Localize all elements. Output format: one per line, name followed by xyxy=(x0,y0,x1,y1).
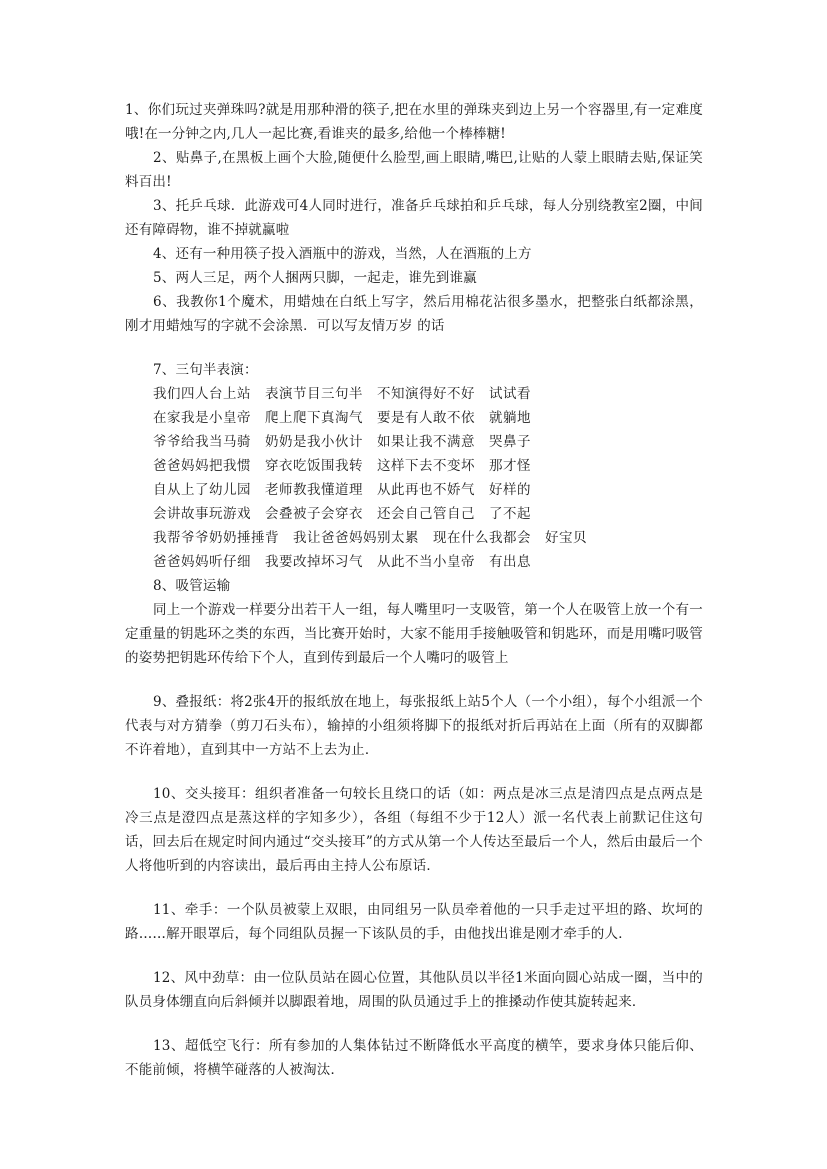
paragraph-8: 同上一个游戏一样要分出若干人一组，每人嘴里叼一支吸管，第一个人在吸管上放一个有一定重量的钥匙环之类的东西，当比赛开始时，大家不能用手接触吸管和钥匙环，而是用嘴叼吸管的姿势把钥匙环传给下个人，直到传到最后一个人嘴叼的吸管上 xyxy=(125,602,703,666)
paragraph-4: 4、还有一种用筷子投入酒瓶中的游戏，当然，人在酒瓶的上方 xyxy=(153,246,532,262)
document-body xyxy=(125,98,703,1082)
paragraph-5: 5、两人三足，两个人捆两只脚，一起走，谁先到谁赢 xyxy=(153,270,477,286)
verse-line: 会讲故事玩游戏 会叠被子会穿衣 还会自己管自己 了不起 xyxy=(153,506,531,522)
verse-line: 爷爷给我当马骑 奶奶是我小伙计 如果让我不满意 哭鼻子 xyxy=(153,434,531,450)
paragraph-1: 1、你们玩过夹弹珠吗?就是用那种滑的筷子,把在水里的弹珠夹到边上另一个容器里,有一定难度哦!在一分钟之内,几人一起比赛,看谁夹的最多,给他一个棒棒糖! xyxy=(125,102,703,142)
spacer xyxy=(125,670,703,690)
verse-line: 爸爸妈妈把我惯 穿衣吃饭围我转 这样下去不变坏 那才怪 xyxy=(153,458,531,474)
paragraph-9: 9、叠报纸：将2张4开的报纸放在地上，每张报纸上站5个人（一个小组），每个小组派一个代表与对方猜拳（剪刀石头布），输掉的小组须将脚下的报纸对折后再站在上面（所有的双脚都不许着地），直到其中一方站不上去为止． xyxy=(125,694,703,758)
spacer xyxy=(125,1014,703,1034)
section-8-title: 8、吸管运输 xyxy=(153,578,231,594)
verse-line: 自从上了幼儿园 老师教我懂道理 从此再也不娇气 好样的 xyxy=(153,482,531,498)
spacer xyxy=(125,762,703,782)
verse-line: 在家我是小皇帝 爬上爬下真淘气 要是有人敢不依 就躺地 xyxy=(153,410,531,426)
spacer xyxy=(125,946,703,966)
paragraph-6: 6、我教你1个魔术，用蜡烛在白纸上写字，然后用棉花沾很多墨水，把整张白纸都涂黑，刚才用蜡烛写的字就不会涂黑．可以写友情万岁 的话 xyxy=(125,294,703,334)
spacer xyxy=(125,878,703,898)
section-7-title: 7、三句半表演： xyxy=(153,362,258,378)
paragraph-11: 11、牵手：一个队员被蒙上双眼，由同组另一队员牵着他的一只手走过平坦的路、坎坷的路……解开眼罩后，每个同组队员握一下该队员的手，由他找出谁是刚才牵手的人． xyxy=(125,902,703,942)
paragraph-12: 12、风中劲草：由一位队员站在圆心位置，其他队员以半径1米面向圆心站成一圈，当中的队员身体绷直向后斜倾并以脚跟着地，周围的队员通过手上的推搡动作使其旋转起来． xyxy=(125,970,703,1010)
verse-line: 爸爸妈妈听仔细 我要改掉坏习气 从此不当小皇帝 有出息 xyxy=(153,554,531,570)
paragraph-13: 13、超低空飞行：所有参加的人集体钻过不断降低水平高度的横竿，要求身体只能后仰、不能前倾，将横竿碰落的人被淘汰． xyxy=(125,1038,703,1078)
verse-line: 我帮爷爷奶奶捶捶背 我让爸爸妈妈别太累 现在什么我都会 好宝贝 xyxy=(153,530,587,546)
paragraph-10: 10、交头接耳：组织者准备一句较长且绕口的话（如：两点是冰三点是清四点是点两点是冷三点是澄四点是蒸这样的字知多少），各组（每组不少于12人）派一名代表上前默记住这句话，回去后在规定时间内通过“交头接耳”的方式从第一个人传达至最后一个人，然后由最后一个人将他听到的内容读出，最后再由主持人公布原话． xyxy=(125,786,703,874)
paragraph-2: 2、贴鼻子,在黑板上画个大脸,随便什么脸型,画上眼睛,嘴巴,让贴的人蒙上眼睛去贴,保证笑料百出! xyxy=(125,150,703,190)
spacer xyxy=(125,338,703,358)
verse-line: 我们四人台上站 表演节目三句半 不知演得好不好 试试看 xyxy=(153,386,531,402)
paragraph-3: 3、托乒乓球．此游戏可4人同时进行，准备乒乓球拍和乒乓球，每人分别绕教室2圈，中间还有障碍物，谁不掉就赢啦 xyxy=(125,198,703,238)
